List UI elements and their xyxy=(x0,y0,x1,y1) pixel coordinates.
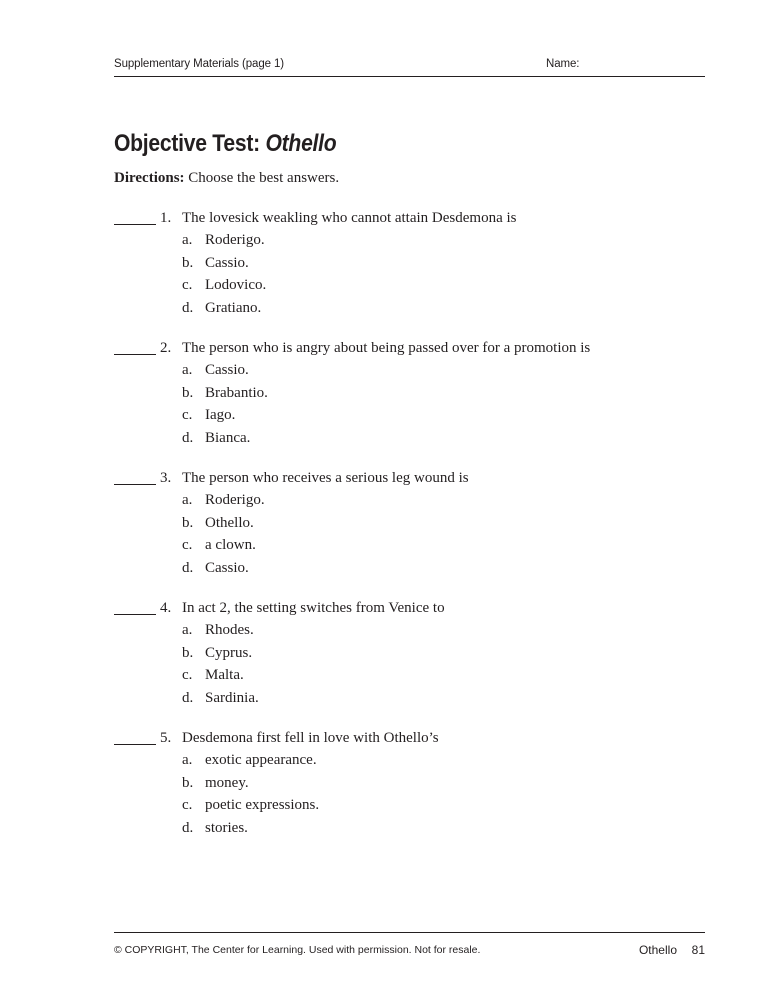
option-text: Gratiano. xyxy=(205,300,262,316)
option-d xyxy=(0,560,773,582)
option-d xyxy=(0,430,773,452)
option-c xyxy=(0,277,773,299)
option-text: Othello. xyxy=(205,515,254,531)
option-text: Lodovico. xyxy=(205,277,267,293)
question-number: 2. xyxy=(160,340,172,356)
option-b xyxy=(0,255,773,277)
question-1 xyxy=(0,210,773,340)
question-text: The lovesick weakling who cannot attain Desdemona is xyxy=(182,210,517,226)
option-letter: d. xyxy=(182,690,194,706)
option-a xyxy=(0,752,773,774)
option-b xyxy=(0,775,773,797)
directions-label: Directions: xyxy=(114,170,185,186)
question-number: 3. xyxy=(160,470,172,486)
option-text: Bianca. xyxy=(205,430,251,446)
option-letter: c. xyxy=(182,537,193,553)
option-letter: c. xyxy=(182,277,193,293)
option-d xyxy=(0,300,773,322)
answer-blank[interactable] xyxy=(114,484,156,485)
option-b xyxy=(0,515,773,537)
option-text: Roderigo. xyxy=(205,492,265,508)
page-title xyxy=(114,130,336,158)
title-work: Othello xyxy=(265,130,337,157)
header-section-label: Supplementary Materials (page 1) xyxy=(114,58,285,70)
option-c xyxy=(0,407,773,429)
option-text: Cassio. xyxy=(205,255,249,271)
option-letter: b. xyxy=(182,385,194,401)
option-text: a clown. xyxy=(205,537,256,553)
question-number: 1. xyxy=(160,210,172,226)
question-text: In act 2, the setting switches from Venice to xyxy=(182,600,445,616)
question-text: The person who receives a serious leg wound is xyxy=(182,470,469,486)
option-text: Roderigo. xyxy=(205,232,265,248)
option-text: Cyprus. xyxy=(205,645,253,661)
question-stem xyxy=(0,470,773,492)
question-text: The person who is angry about being passed over for a promotion is xyxy=(182,340,591,356)
option-letter: b. xyxy=(182,255,194,271)
option-text: Rhodes. xyxy=(205,622,254,638)
question-list xyxy=(0,210,773,860)
page-footer xyxy=(114,932,705,957)
question-stem xyxy=(0,600,773,622)
question-number: 5. xyxy=(160,730,172,746)
question-stem xyxy=(0,730,773,752)
option-letter: a. xyxy=(182,622,193,638)
question-number: 4. xyxy=(160,600,172,616)
option-letter: a. xyxy=(182,362,193,378)
question-5 xyxy=(0,730,773,860)
question-stem xyxy=(0,340,773,362)
option-letter: c. xyxy=(182,667,193,683)
option-a xyxy=(0,622,773,644)
option-letter: d. xyxy=(182,820,194,836)
option-letter: c. xyxy=(182,797,193,813)
answer-blank[interactable] xyxy=(114,224,156,225)
option-text: stories. xyxy=(205,820,248,836)
option-letter: a. xyxy=(182,752,193,768)
question-2 xyxy=(0,340,773,470)
answer-blank[interactable] xyxy=(114,744,156,745)
option-letter: a. xyxy=(182,232,193,248)
answer-blank[interactable] xyxy=(114,614,156,615)
option-text: Brabantio. xyxy=(205,385,268,401)
option-text: Cassio. xyxy=(205,560,249,576)
option-b xyxy=(0,385,773,407)
directions-text: Choose the best answers. xyxy=(184,170,340,186)
option-letter: c. xyxy=(182,407,193,423)
question-stem xyxy=(0,210,773,232)
option-b xyxy=(0,645,773,667)
option-d xyxy=(0,690,773,712)
name-field-label: Name: xyxy=(546,58,580,70)
option-text: Sardinia. xyxy=(205,690,259,706)
title-prefix: Objective Test: xyxy=(114,130,266,157)
option-text: poetic expressions. xyxy=(205,797,320,813)
question-4 xyxy=(0,600,773,730)
page-header xyxy=(114,57,705,77)
option-c xyxy=(0,537,773,559)
option-letter: d. xyxy=(182,430,194,446)
option-letter: b. xyxy=(182,645,194,661)
option-d xyxy=(0,820,773,842)
option-a xyxy=(0,232,773,254)
option-letter: d. xyxy=(182,300,194,316)
page-number: 81 xyxy=(691,943,705,957)
option-text: money. xyxy=(205,775,249,791)
option-letter: b. xyxy=(182,515,194,531)
book-title: Othello xyxy=(638,943,677,957)
copyright-notice: © COPYRIGHT, The Center for Learning. Used with permission. Not for resale. xyxy=(114,944,481,956)
answer-blank[interactable] xyxy=(114,354,156,355)
option-text: exotic appearance. xyxy=(205,752,317,768)
option-text: Malta. xyxy=(205,667,244,683)
option-letter: a. xyxy=(182,492,193,508)
option-letter: b. xyxy=(182,775,194,791)
question-text: Desdemona first fell in love with Othello’s xyxy=(182,730,439,746)
option-c xyxy=(0,667,773,689)
option-a xyxy=(0,362,773,384)
option-text: Iago. xyxy=(205,407,236,423)
option-letter: d. xyxy=(182,560,194,576)
option-c xyxy=(0,797,773,819)
question-3 xyxy=(0,470,773,600)
directions xyxy=(114,170,339,187)
option-a xyxy=(0,492,773,514)
option-text: Cassio. xyxy=(205,362,249,378)
